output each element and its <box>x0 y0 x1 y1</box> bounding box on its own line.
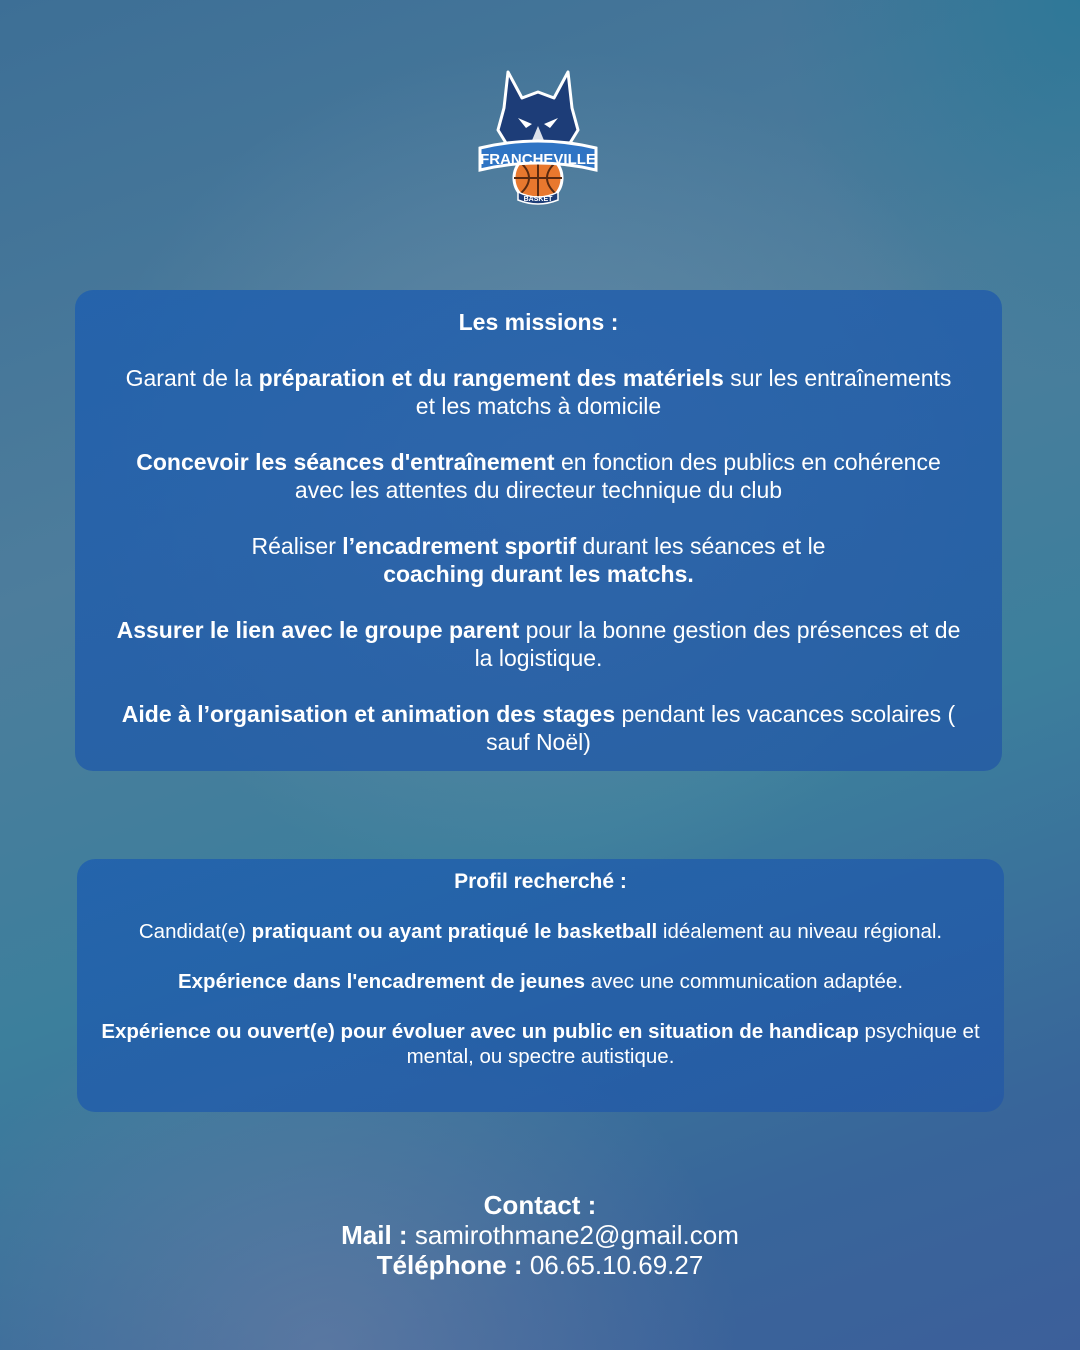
mission-bold: Concevoir les séances d'entraînement <box>136 449 555 475</box>
mission-text: Garant de la <box>125 365 259 391</box>
phone-value[interactable]: 06.65.10.69.27 <box>529 1250 704 1280</box>
phone-label: Téléphone : <box>376 1250 523 1280</box>
mail-value[interactable]: samirothmane2@gmail.com <box>414 1220 739 1250</box>
mail-label: Mail : <box>341 1220 408 1250</box>
mission-text: en fonction des publics en cohérence avec les attentes du directeur technique du club <box>294 449 941 503</box>
mission-bold: coaching durant les matchs. <box>383 561 694 587</box>
profil-bold: Expérience ou ouvert(e) pour évoluer avec un public en situation de handicap <box>101 1020 859 1043</box>
profil-item <box>97 969 984 994</box>
mission-text: durant les séances et le <box>576 533 826 559</box>
profil-panel <box>77 859 1004 1112</box>
francheville-basket-logo <box>478 68 598 208</box>
mission-bold: préparation et du rangement des matériels <box>258 365 724 391</box>
mission-item <box>115 700 962 756</box>
mission-bold: Aide à l’organisation et animation des stages <box>121 701 616 727</box>
profil-text: Candidat(e) <box>138 920 252 943</box>
contact-block <box>0 1190 1080 1280</box>
mission-bold: Assurer le lien avec le groupe parent <box>116 617 520 643</box>
mission-text: sur les entraînements et les matchs à domicile <box>415 365 952 419</box>
profil-text: psychique et mental, ou spectre autistique. <box>406 1020 980 1068</box>
logo-subtext: BASKET <box>523 196 553 203</box>
mission-text: Réaliser <box>251 533 343 559</box>
logo-wordmark: FRANCHEVILLE <box>480 151 596 168</box>
profil-bold: Expérience dans l'encadrement de jeunes <box>177 970 586 993</box>
mission-item <box>115 616 962 672</box>
profil-text: idéalement au niveau régional. <box>657 920 943 943</box>
profil-item <box>97 1019 984 1069</box>
mission-text: pour la bonne gestion des présences et de la logistique. <box>474 617 961 671</box>
missions-title: Les missions : <box>458 309 619 335</box>
profil-item <box>97 919 984 944</box>
missions-panel <box>75 290 1002 771</box>
profil-bold: pratiquant ou ayant pratiqué le basketball <box>251 920 658 943</box>
mission-item <box>115 448 962 504</box>
mission-text: pendant les vacances scolaires ( sauf Noël) <box>486 701 956 755</box>
mission-bold: l’encadrement sportif <box>342 533 577 559</box>
profil-text: avec une communication adaptée. <box>585 970 904 993</box>
contact-title: Contact : <box>483 1190 597 1220</box>
profil-title: Profil recherché : <box>454 870 627 893</box>
mission-item <box>115 532 962 588</box>
mission-item <box>115 364 962 420</box>
